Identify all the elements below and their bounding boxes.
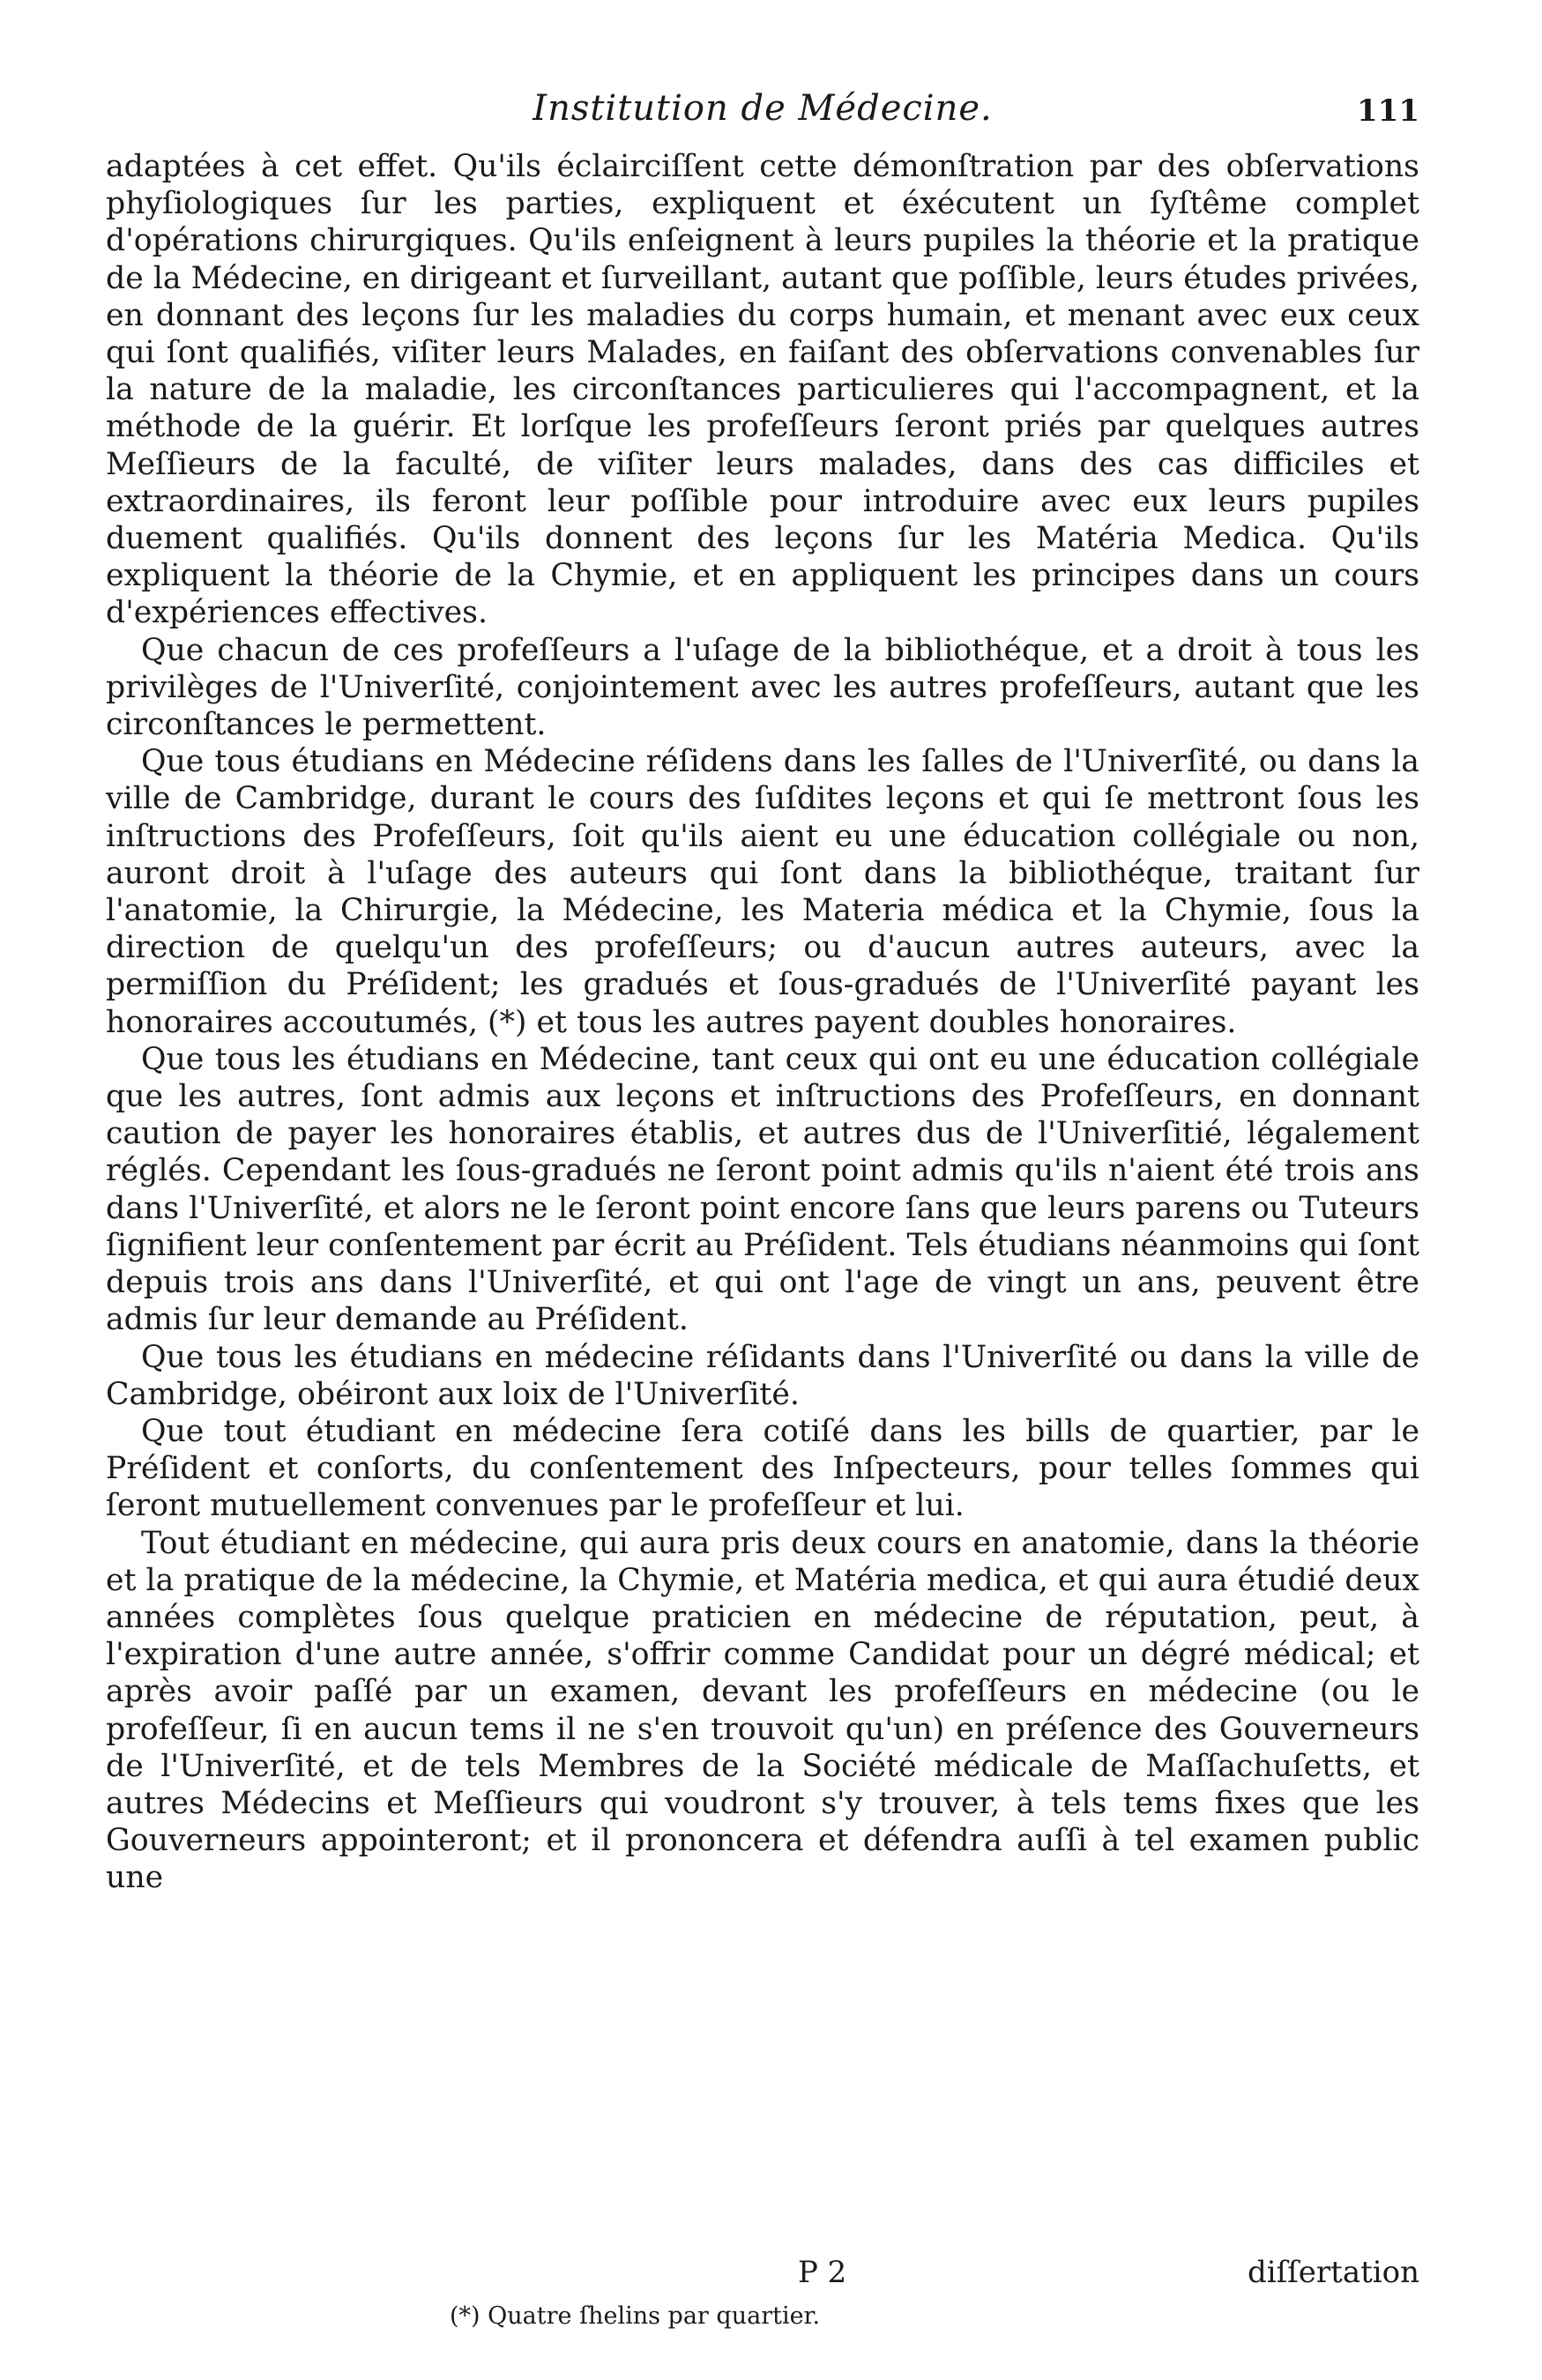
paragraph-6: Que tout étudiant en médecine ſera cotiſé dans les bills de quartier, par le Préſident et conſorts, du conſentement des Inſpecteurs, pour telles ſommes qui ſeront mutuellement convenues par le profeſſeur et lui. bbox=[106, 1413, 1419, 1524]
page-number: 111 bbox=[1357, 93, 1419, 129]
running-title: Institution de Médecine. bbox=[533, 88, 993, 129]
paragraph-3: Que tous étudians en Médecine réſidens dans les ſalles de l'Univerſité, ou dans la ville de Cambridge, durant le cours des ſuſdites leçons et qui ſe mettront ſous les inſtructions des Profeſſeurs, ſoit qu'ils aient eu une éducation collégiale ou non, auront droit à l'uſage des auteurs qui ſont dans la bibliothéque, traitant ſur l'anatomie, la Chirurgie, la Médecine, les Materia médica et la Chymie, ſous la direction de quelqu'un des profeſſeurs; ou d'aucun autres auteurs, avec la permiſſion du Préſident; les gradués et ſous-gradués de l'Univerſité payant les honoraires accoutumés, (*) et tous les autres payent doubles honoraires. bbox=[106, 744, 1419, 1040]
paragraph-1: adaptées à cet effet. Qu'ils éclairciſſent cette démonſtration par des obſervations phyſiologiques ſur les parties, expliquent et éxécutent un ſyſtême complet d'opérations chirurgiques. Qu'ils enſeignent à leurs pupiles la théorie et la pratique de la Médecine, en dirigeant et ſurveillant, autant que poſſible, leurs études privées, en donnant des leçons ſur les maladies du corps humain, et menant avec eux ceux qui ſont qualifiés, viſiter leurs Malades, en faiſant des obſervations convenables ſur la nature de la maladie, les circonſtances particulieres qui l'accompagnent, et la méthode de la guérir. Et lorſque les profeſſeurs ſeront priés par quelques autres Meſſieurs de la faculté, de viſiter leurs malades, dans des cas difficiles et extraordinaires, ils feront leur poſſible pour introduire avec eux leurs pupiles duement qualifiés. Qu'ils donnent des leçons ſur les Matéria Medica. Qu'ils expliquent la théorie de la Chymie, et en appliquent les principes dans un cours d'expériences effectives. bbox=[106, 149, 1419, 631]
page-header bbox=[106, 88, 1419, 141]
paragraph-7: Tout étudiant en médecine, qui aura pris deux cours en anatomie, dans la théorie et la pratique de la médecine, la Chymie, et Matéria medica, et qui aura étudié deux années complètes ſous quelque praticien en médecine de réputation, peut, à l'expiration d'une autre année, s'offrir comme Candidat pour un dégré médical; et après avoir paſſé par un examen, devant les profeſſeurs en médecine (ou le profeſſeur, ſi en aucun tems il ne s'en trouvoit qu'un) en préſence des Gouverneurs de l'Univerſité, et de tels Membres de la Société médicale de Maſſachuſetts, et autres Médecins et Meſſieurs qui voudront s'y trouver, à tels tems fixes que les Gouverneurs appointeront; et il prononcera et défendra auſſi à tel examen public une bbox=[106, 1525, 1419, 1896]
signature-mark: P 2 bbox=[798, 2255, 847, 2290]
paragraph-5: Que tous les étudians en médecine réſidants dans l'Univerſité ou dans la ville de Cambridge, obéiront aux loix de l'Univerſité. bbox=[106, 1339, 1419, 1412]
paragraph-4: Que tous les étudians en Médecine, tant ceux qui ont eu une éducation collégiale que les autres, ſont admis aux leçons et inſtructions des Profeſſeurs, en donnant caution de payer les honoraires établis, et autres dus de l'Univerſitié, légalement réglés. Cependant les ſous-gradués ne ſeront point admis qu'ils n'aient été trois ans dans l'Univerſité, et alors ne le ſeront point encore ſans que leurs parens ou Tuteurs ſignifient leur conſentement par écrit au Préſident. Tels étudians néanmoins qui ſont depuis trois ans dans l'Univerſité, et qui ont l'age de vingt un ans, peuvent être admis ſur leur demande au Préſident. bbox=[106, 1041, 1419, 1338]
catchword: diſſertation bbox=[1247, 2255, 1419, 2290]
body-text bbox=[106, 148, 1419, 1897]
catchline bbox=[106, 2255, 1419, 2294]
paragraph-2: Que chacun de ces profeſſeurs a l'uſage de la bibliothéque, et a droit à tous les privilèges de l'Univerſité, conjointement avec les autres profeſſeurs, autant que les circonſtances le permettent. bbox=[106, 632, 1419, 743]
footnote: (*) Quatre ſhelins par quartier. bbox=[450, 2302, 821, 2330]
